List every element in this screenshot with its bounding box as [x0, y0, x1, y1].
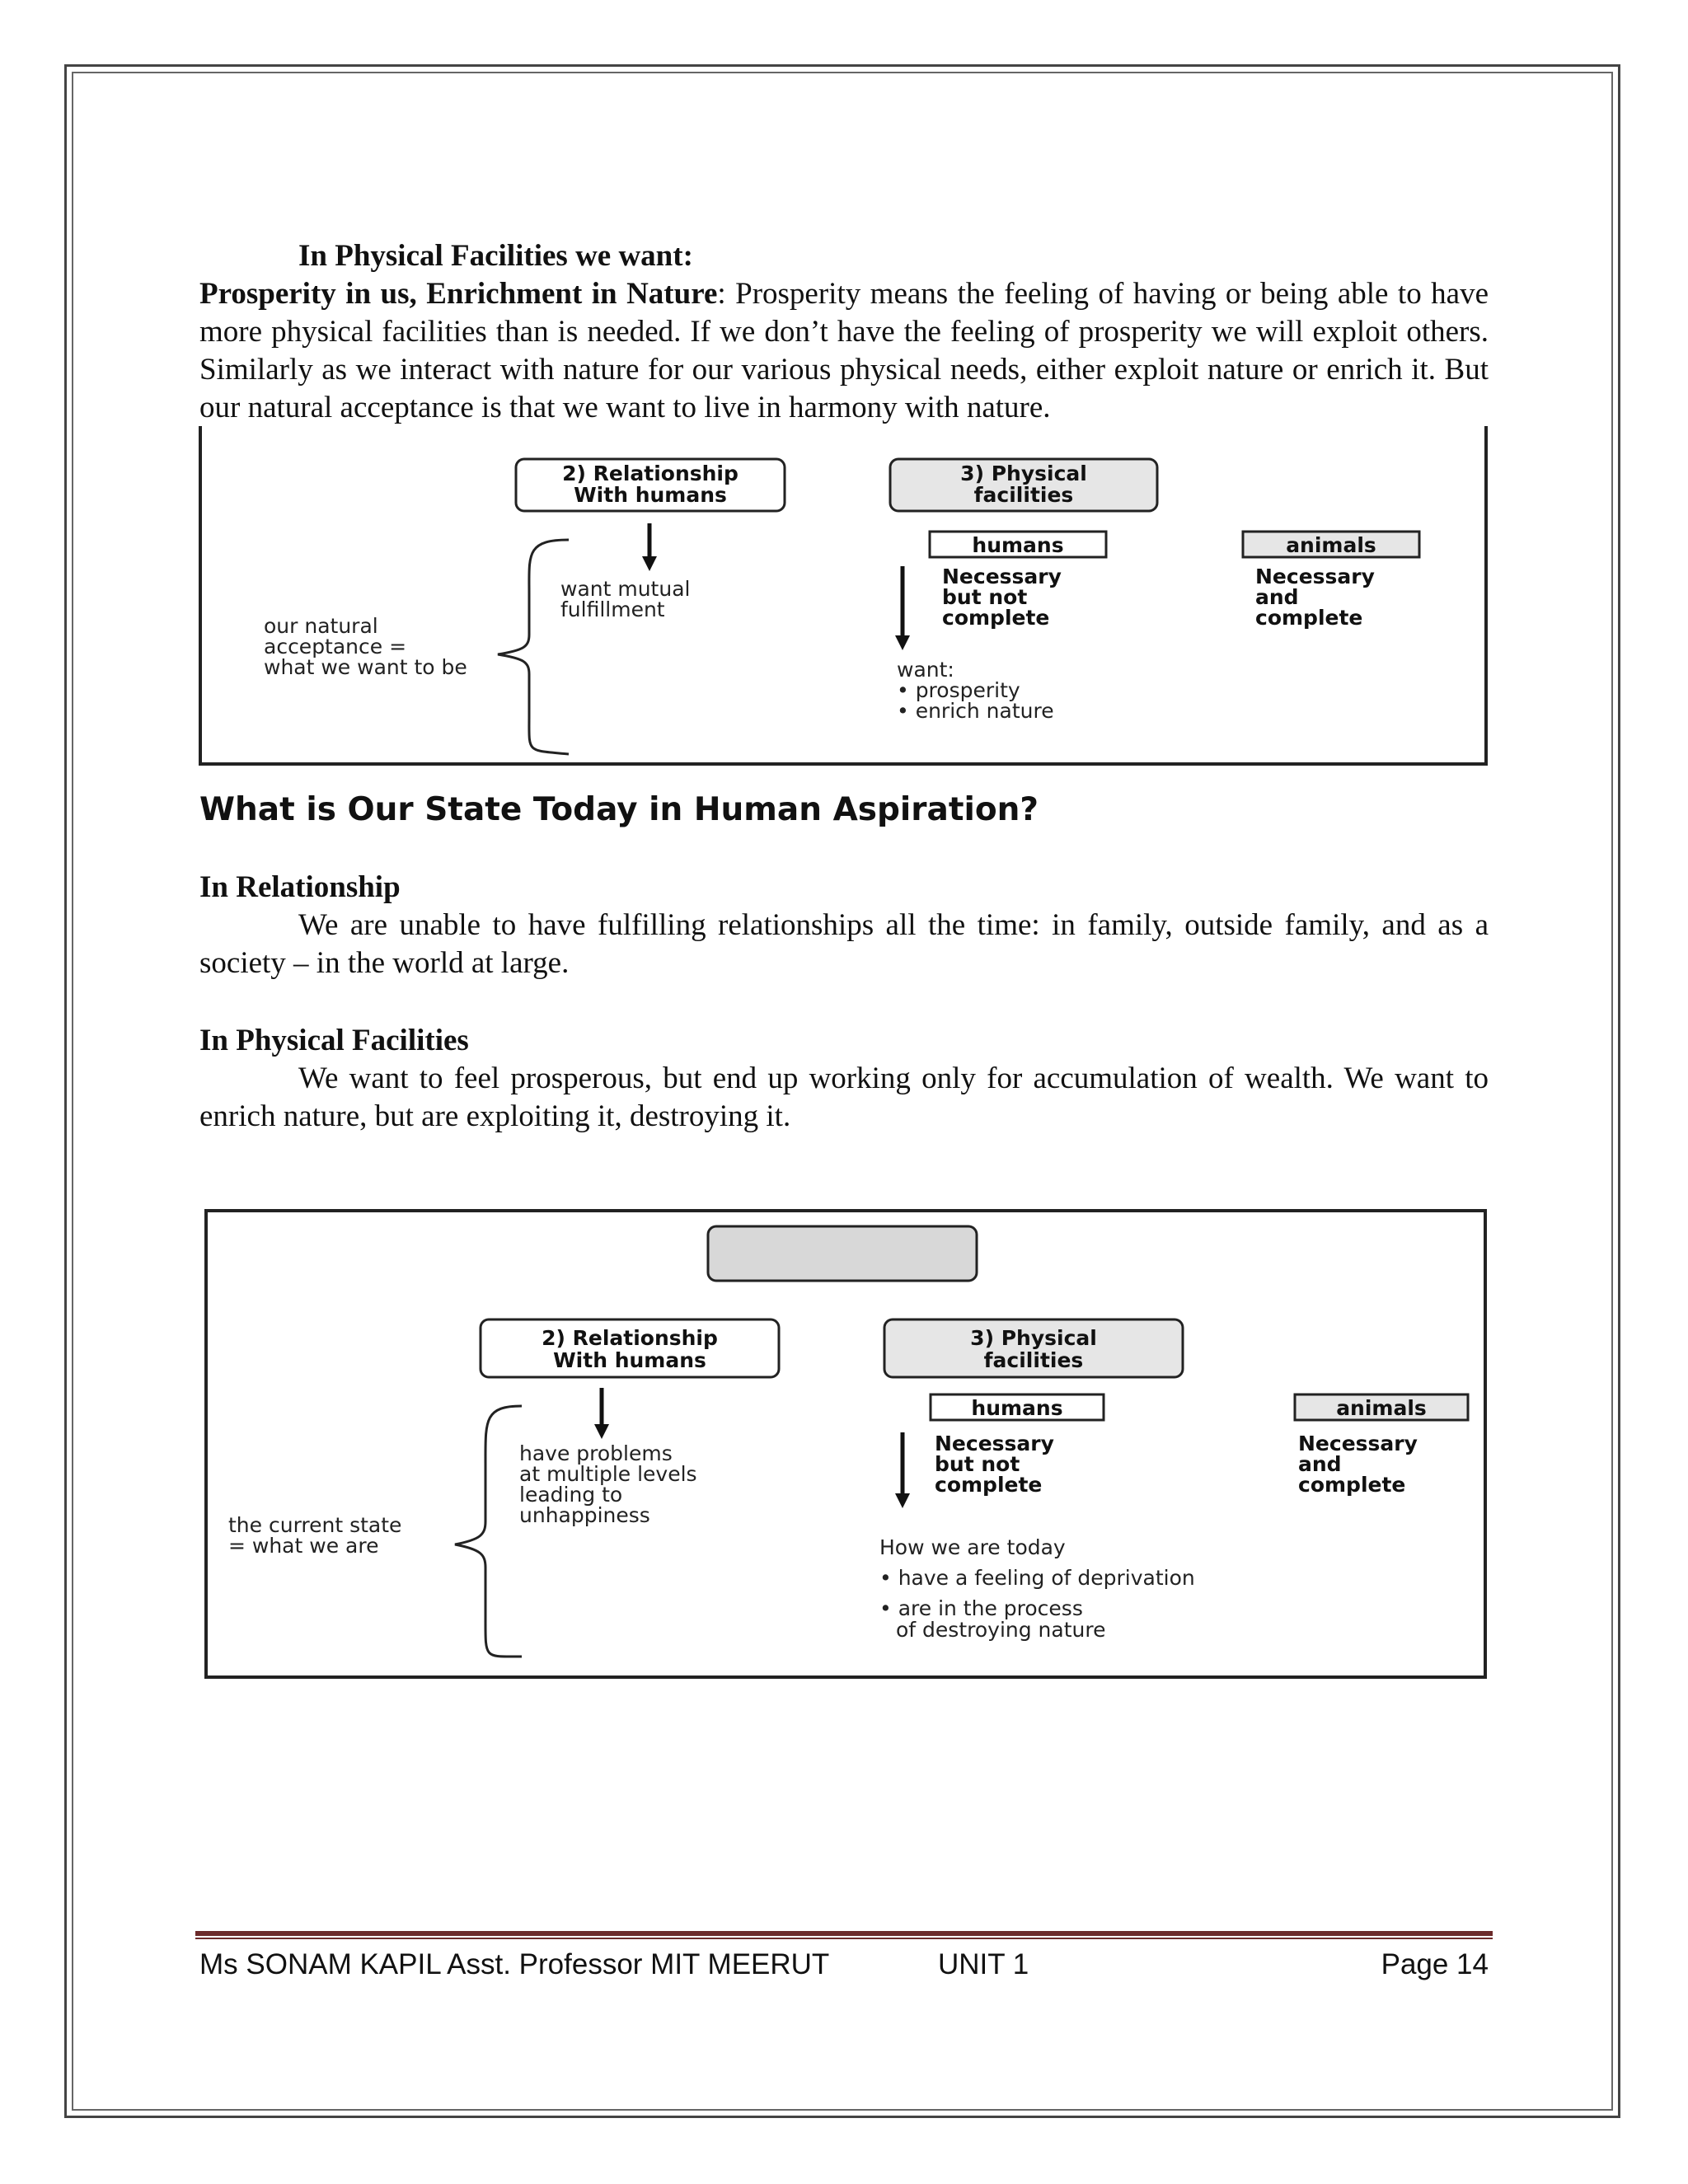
box-physical-line2: facilities [983, 1348, 1084, 1372]
diagram-natural-acceptance [198, 424, 1489, 767]
section1-lead: Prosperity in us, Enrichment in Nature [199, 277, 718, 311]
footer-author: Ms SONAM KAPIL Asst. Professor MIT MEERUT [199, 1948, 830, 1980]
humans-text-2: but not [935, 1452, 1020, 1476]
brace [498, 540, 569, 754]
humans-text-1: Necessary [942, 565, 1062, 588]
tag-humans-label: humans [971, 1396, 1063, 1420]
humans-text-2: but not [942, 585, 1028, 609]
relationship-text-1: want mutual [560, 577, 691, 601]
relationship-body: We are unable to have fulfilling relationships all the time: in family, outside family, and as a society – in the world at large. [199, 908, 1489, 980]
box-relationship-line2: With humans [553, 1348, 706, 1372]
today-text-1: How we are today [879, 1535, 1066, 1559]
animals-text-3: complete [1255, 606, 1363, 630]
relationship-text-1: have problems [519, 1441, 673, 1465]
diagram2-svg [204, 1208, 1488, 1680]
today-text-2: • have a feeling of deprivation [879, 1566, 1195, 1590]
left-text-2: acceptance = [264, 635, 407, 658]
relationship-text-3: leading to [519, 1483, 623, 1507]
section1-paragraph [199, 275, 1489, 427]
relationship-text-2: at multiple levels [519, 1462, 697, 1486]
box-physical-line2: facilities [973, 483, 1074, 507]
section1-body: : Prosperity means the feeling of having or being able to have more physical facilities than is needed. If we don’t have the feeling of prosperity we will exploit others. Similarly as we interact with nature for our various physical needs, either exploit nature or enrich it. But our natural acceptance is that we want to live in harmony with nature. [199, 277, 1489, 424]
humans-text-3: complete [942, 606, 1050, 630]
humans-text-1: Necessary [935, 1432, 1054, 1455]
physical-title: In Physical Facilities [199, 1024, 469, 1057]
box-physical-line1: 3) Physical [970, 1326, 1097, 1350]
today-text-4: of destroying nature [896, 1618, 1106, 1642]
left-text-1: the current state [228, 1513, 402, 1537]
section1-heading: In Physical Facilities we want: [298, 239, 693, 273]
left-text-3: what we want to be [264, 655, 467, 679]
tag-humans-label: humans [972, 533, 1064, 557]
animals-text-1: Necessary [1255, 565, 1375, 588]
humans-text-3: complete [935, 1473, 1043, 1497]
box-relationship-line2: With humans [574, 483, 727, 507]
footer-rule-thin [195, 1938, 1493, 1939]
footer-unit: UNIT 1 [938, 1948, 1029, 1980]
footer-page-number: Page 14 [1381, 1948, 1489, 1980]
want-text-3: • enrich nature [897, 699, 1054, 723]
box-top-blank [708, 1226, 977, 1281]
box-physical-line1: 3) Physical [960, 462, 1087, 485]
arrow-down-icon [895, 635, 910, 650]
footer-rule [195, 1931, 1493, 1936]
animals-text-2: and [1298, 1452, 1342, 1476]
animals-text-2: and [1255, 585, 1299, 609]
tag-animals-label: animals [1286, 533, 1376, 557]
left-text-1: our natural [264, 614, 378, 638]
left-text-2: = what we are [228, 1534, 379, 1558]
section2-heading: What is Our State Today in Human Aspiration? [199, 791, 1039, 828]
diagram-current-state [204, 1208, 1488, 1680]
box-relationship-line1: 2) Relationship [562, 462, 738, 485]
physical-body: We want to feel prosperous, but end up working only for accumulation of wealth. We want to enrich nature, but are exploiting it, destroying it. [199, 1062, 1489, 1133]
animals-text-1: Necessary [1298, 1432, 1418, 1455]
relationship-title: In Relationship [199, 870, 401, 904]
arrow-down-icon [642, 556, 657, 571]
box-relationship-line1: 2) Relationship [542, 1326, 718, 1350]
today-text-3: • are in the process [879, 1596, 1083, 1620]
relationship-text-4: unhappiness [519, 1503, 650, 1527]
tag-animals-label: animals [1336, 1396, 1427, 1420]
want-text-2: • prosperity [897, 678, 1020, 702]
animals-text-3: complete [1298, 1473, 1406, 1497]
relationship-text-2: fulfillment [560, 598, 665, 621]
diagram1-svg [198, 424, 1489, 767]
want-text-1: want: [897, 658, 954, 682]
